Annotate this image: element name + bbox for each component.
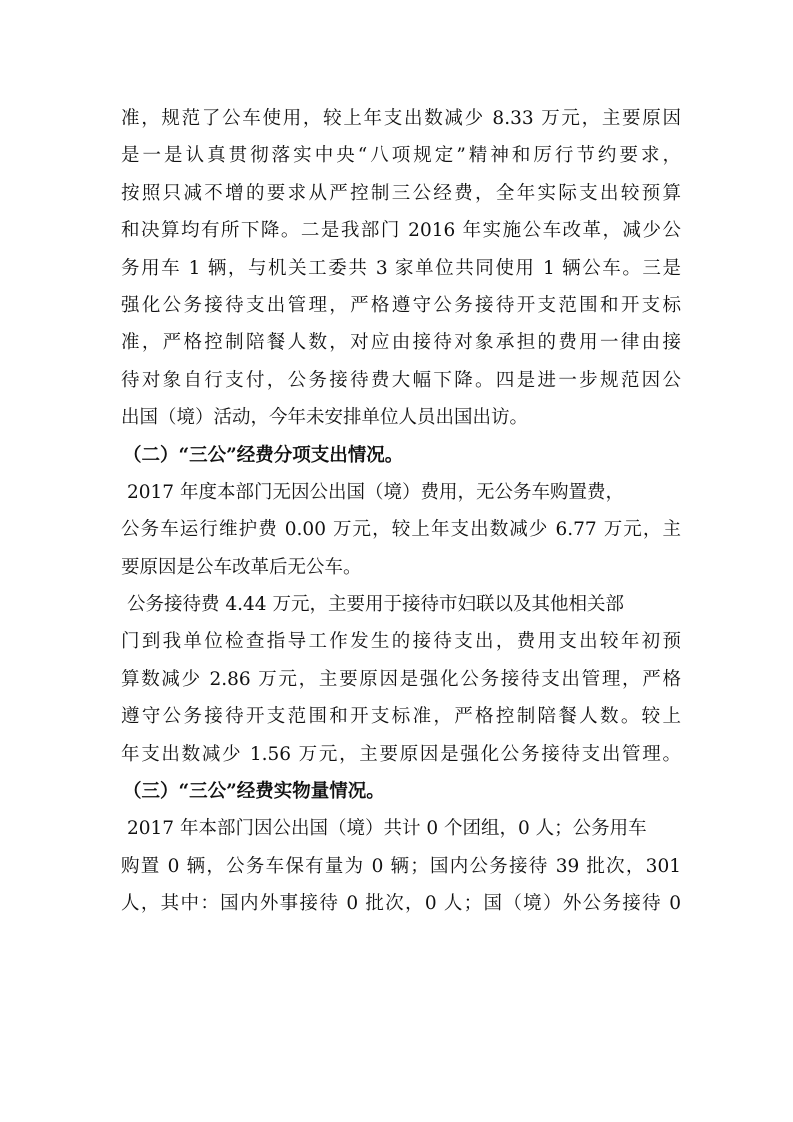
document-body (121, 100, 681, 923)
text-line: 2017 年本部门因公出国（境）共计 0 个团组，0 人；公务用车 (127, 818, 647, 840)
text-line: 务用车 1 辆，与机关工委共 3 家单位共同使用 1 辆公车。三是 (121, 257, 681, 279)
text-line: 和决算均有所下降。二是我部门 2016 年实施公车改革，减少公 (121, 220, 681, 242)
text-line: 购置 0 辆，公务车保有量为 0 辆；国内公务接待 39 批次，301 (121, 855, 681, 877)
section-heading: （三）“三公”经费实物量情况。 (123, 781, 385, 803)
text-line: 年支出数减少 1.56 万元，主要原因是强化公务接待支出管理。 (121, 743, 681, 765)
text-line: 公务接待费 4.44 万元，主要用于接待市妇联以及其他相关部 (127, 594, 624, 616)
text-line: 人，其中：国内外事接待 0 批次，0 人；国（境）外公务接待 0 (121, 893, 681, 915)
text-line: 门到我单位检查指导工作发生的接待支出，费用支出较年初预 (121, 631, 681, 653)
text-line: 算数减少 2.86 万元，主要原因是强化公务接待支出管理，严格 (121, 668, 681, 690)
section-heading: （二）“三公”经费分项支出情况。 (123, 444, 404, 466)
text-line: 待对象自行支付，公务接待费大幅下降。四是进一步规范因公 (121, 369, 681, 391)
text-line: 公务车运行维护费 0.00 万元，较上年支出数减少 6.77 万元，主 (121, 519, 681, 541)
text-line: 要原因是公车改革后无公车。 (121, 556, 362, 578)
text-line: 2017 年度本部门无因公出国（境）费用，无公务车购置费， (127, 481, 624, 503)
text-line: 是一是认真贯彻落实中央“八项规定”精神和厉行节约要求， (121, 145, 681, 167)
text-line: 准，严格控制陪餐人数，对应由接待对象承担的费用一律由接 (121, 332, 681, 354)
text-line: 按照只减不增的要求从严控制三公经费，全年实际支出较预算 (121, 182, 681, 204)
text-line: 强化公务接待支出管理，严格遵守公务接待开支范围和开支标 (121, 294, 681, 316)
text-line: 出国（境）活动，今年未安排单位人员出国出访。 (121, 407, 529, 429)
text-line: 准，规范了公车使用，较上年支出数减少 8.33 万元，主要原因 (121, 108, 681, 129)
text-line: 遵守公务接待开支范围和开支标准，严格控制陪餐人数。较上 (121, 706, 681, 728)
